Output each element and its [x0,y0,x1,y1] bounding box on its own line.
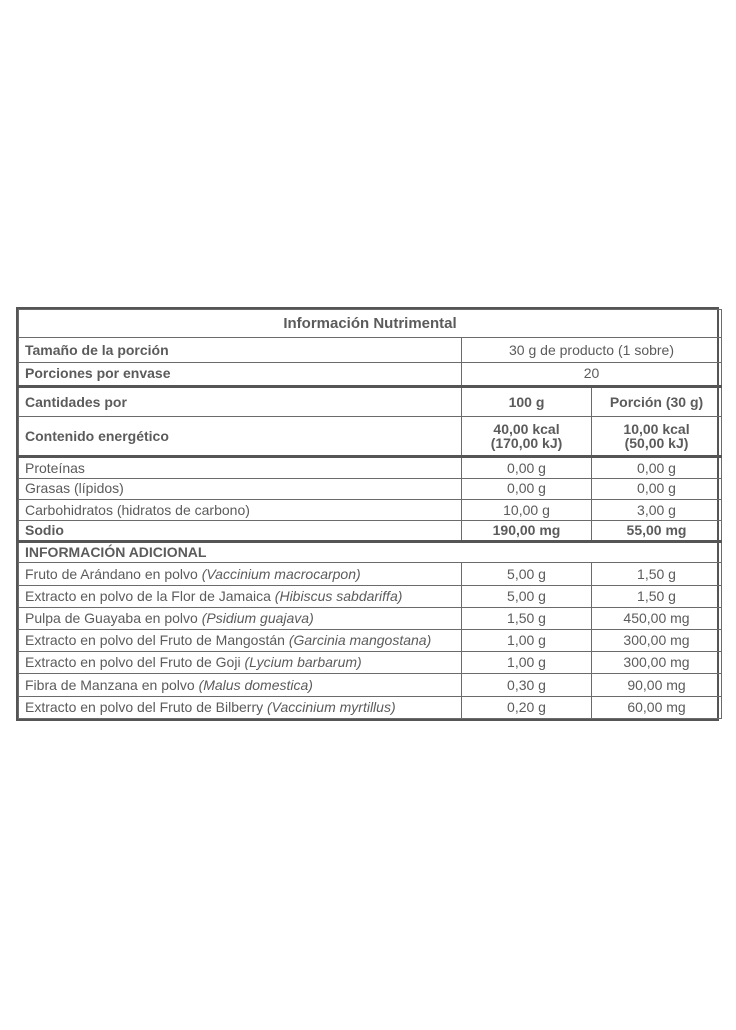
energy-serving-kcal: 10,00 kcal [623,420,690,437]
ingredient-name: Extracto en polvo del Fruto de Mangostán [25,632,285,649]
nutrient-row-carbs [19,499,722,520]
nutrient-per100: 0,00 g [462,478,592,499]
nutrient-row-fats [19,478,722,499]
ingredient-cell [19,674,462,696]
nutrient-row-proteins [19,457,722,478]
ingredient-per-serving: 300,00 mg [592,652,722,674]
amounts-per-label: Cantidades por [19,386,462,416]
ingredient-name: Extracto en polvo del Fruto de Goji [25,654,241,671]
ingredient-per100: 1,50 g [462,607,592,629]
ingredient-per-serving: 300,00 mg [592,630,722,652]
ingredient-per-serving: 450,00 mg [592,607,722,629]
energy-100g-kj: (170,00 kJ) [490,435,563,452]
ingredient-cell [19,607,462,629]
energy-serving-kj: (50,00 kJ) [624,435,689,452]
serving-size-value: 30 g de producto (1 sobre) [462,338,722,362]
ingredient-per100: 1,00 g [462,652,592,674]
ingredient-latin: (Hibiscus sabdariffa) [274,587,403,604]
column-header-100g: 100 g [462,386,592,416]
nutrient-name: Grasas (lípidos) [19,478,462,499]
nutrient-name: Sodio [19,521,462,542]
nutrient-row-sodium [19,521,722,542]
additional-row [19,674,722,696]
additional-row [19,607,722,629]
energy-100g [462,417,592,457]
ingredient-per-serving: 90,00 mg [592,674,722,696]
ingredient-per-serving: 1,50 g [592,563,722,585]
ingredient-cell [19,585,462,607]
additional-row [19,585,722,607]
servings-per-container-value: 20 [462,362,722,386]
ingredient-cell [19,630,462,652]
nutrient-per-serving: 0,00 g [592,478,722,499]
ingredient-cell [19,563,462,585]
energy-100g-kcal: 40,00 kcal [493,420,560,437]
ingredient-per100: 5,00 g [462,563,592,585]
servings-per-container-label: Porciones por envase [19,362,462,386]
column-header-serving: Porción (30 g) [592,386,722,416]
ingredient-per100: 0,30 g [462,674,592,696]
nutrient-per-serving: 0,00 g [592,457,722,478]
ingredient-latin: (Vaccinium macrocarpon) [201,565,361,582]
nutrient-per100: 10,00 g [462,499,592,520]
ingredient-name: Fruto de Arándano en polvo [25,565,198,582]
ingredient-name: Extracto en polvo de la Flor de Jamaica [25,587,271,604]
nutrition-facts-panel [16,307,719,721]
nutrient-per100: 190,00 mg [462,521,592,542]
additional-row [19,630,722,652]
ingredient-latin: (Lycium barbarum) [244,654,362,671]
serving-size-label: Tamaño de la porción [19,338,462,362]
additional-row [19,652,722,674]
ingredient-per100: 1,00 g [462,630,592,652]
nutrient-per-serving: 55,00 mg [592,521,722,542]
energy-serving [592,417,722,457]
nutrient-name: Proteínas [19,457,462,478]
ingredient-latin: (Vaccinium myrtillus) [267,698,396,715]
ingredient-latin: (Psidium guajava) [201,610,314,627]
ingredient-per-serving: 1,50 g [592,585,722,607]
ingredient-name: Fibra de Manzana en polvo [25,676,195,693]
additional-row [19,563,722,585]
ingredient-latin: (Malus domestica) [198,676,313,693]
nutrient-per-serving: 3,00 g [592,499,722,520]
ingredient-name: Pulpa de Guayaba en polvo [25,610,198,627]
ingredient-name: Extracto en polvo del Fruto de Bilberry [25,698,264,715]
ingredient-cell [19,696,462,718]
ingredient-cell [19,652,462,674]
ingredient-per100: 5,00 g [462,585,592,607]
energy-label: Contenido energético [19,417,462,457]
ingredient-per100: 0,20 g [462,696,592,718]
additional-row [19,696,722,718]
ingredient-latin: (Garcinia mangostana) [288,632,432,649]
nutrient-name: Carbohidratos (hidratos de carbono) [19,499,462,520]
ingredient-per-serving: 60,00 mg [592,696,722,718]
nutrient-per100: 0,00 g [462,457,592,478]
additional-info-heading: INFORMACIÓN ADICIONAL [19,542,722,563]
table-title: Información Nutrimental [19,310,722,338]
nutrition-table [18,309,722,719]
